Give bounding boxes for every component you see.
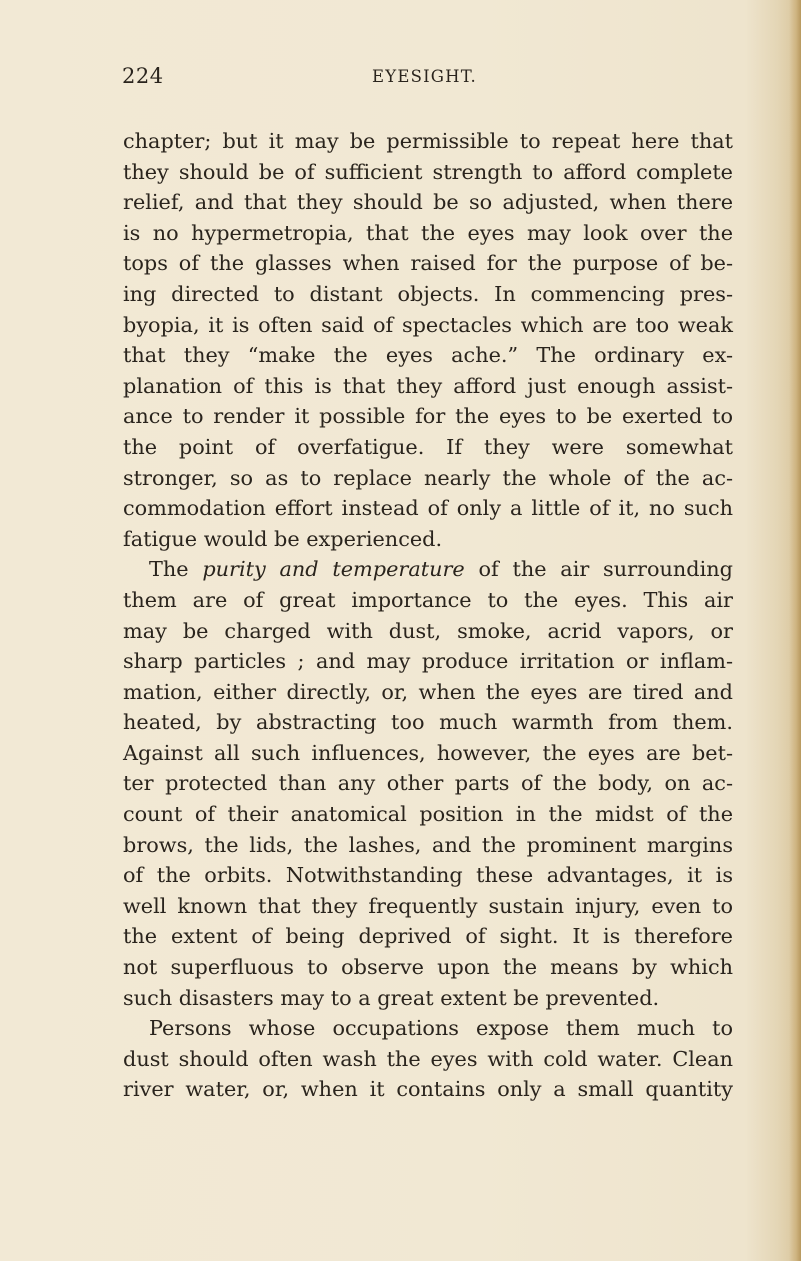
text-line: them are of great importance to the eyes. This air	[123, 587, 733, 612]
text-line: not superfluous to observe upon the means by which	[123, 955, 733, 980]
page-number: 224	[122, 64, 164, 88]
text-line: mation, either directly, or, when the eyes are tired and	[123, 679, 733, 704]
text-line: chapter; but it may be permissible to repeat here that	[123, 129, 733, 153]
text-line: relief, and that they should be so adjusted, when there	[123, 190, 733, 215]
paragraph-start-line: Persons whose occupations expose them much to	[149, 1016, 733, 1041]
text-line: Against all such influences, however, the eyes are bet-	[123, 740, 733, 765]
text-line: river water, or, when it contains only a small quantity	[123, 1077, 733, 1102]
text-line: that they “make the eyes ache.” The ordinary ex-	[123, 343, 733, 368]
page-edge-shadow	[789, 0, 801, 1261]
text-line: count of their anatomical position in the midst of the	[123, 802, 733, 827]
text-line: the point of overfatigue. If they were somewhat	[123, 434, 733, 459]
italic-phrase: purity and temperature	[202, 557, 465, 582]
text-line: ter protected than any other parts of the body, on ac-	[123, 771, 733, 796]
text-line: may be charged with dust, smoke, acrid vapors, or	[123, 618, 733, 643]
paragraph-start-line	[123, 554, 733, 585]
text-line: the extent of being deprived of sight. It is therefore	[123, 924, 733, 949]
text-line: stronger, so as to replace nearly the whole of the ac-	[123, 465, 733, 490]
text-line: fatigue would be experienced.	[123, 526, 443, 551]
page-header	[120, 64, 740, 94]
text-line: they should be of sufficient strength to afford complete	[123, 159, 733, 184]
body-text	[123, 126, 733, 1105]
text-line: ing directed to distant objects. In commencing pres-	[123, 281, 733, 306]
text-line: well known that they frequently sustain injury, even to	[123, 893, 733, 918]
text-line: heated, by abstracting too much warmth from them.	[123, 710, 733, 735]
text-run: The	[149, 557, 203, 582]
text-line: of the orbits. Notwithstanding these advantages, it is	[123, 863, 733, 888]
text-line: such disasters may to a great extent be prevented.	[123, 985, 660, 1010]
text-line: byopia, it is often said of spectacles which are too weak	[123, 312, 733, 337]
text-run: of the air surrounding	[464, 557, 733, 582]
text-line: planation of this is that they afford just enough assist-	[123, 373, 733, 398]
text-line: brows, the lids, the lashes, and the prominent margins	[123, 832, 733, 857]
running-head: EYESIGHT.	[372, 67, 477, 86]
text-line: commodation effort instead of only a little of it, no such	[123, 496, 733, 521]
text-line: ance to render it possible for the eyes to be exerted to	[123, 404, 733, 429]
text-line: is no hypermetropia, that the eyes may look over the	[123, 220, 733, 245]
text-line: tops of the glasses when raised for the purpose of be-	[123, 251, 733, 276]
text-line: dust should often wash the eyes with cold water. Clean	[123, 1046, 733, 1071]
text-line: sharp particles ; and may produce irritation or inflam-	[123, 649, 733, 674]
